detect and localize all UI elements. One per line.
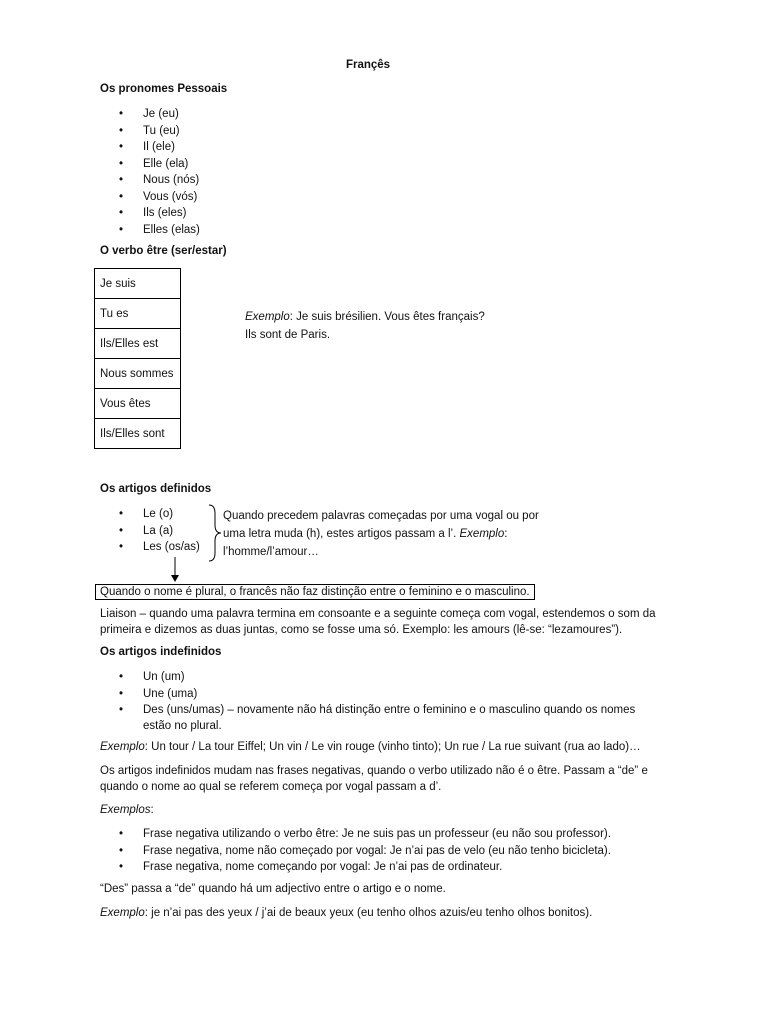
table-cell: Tu es — [95, 299, 181, 329]
list-item: • Nous (nós) — [115, 172, 200, 189]
pronouns-list — [115, 106, 200, 238]
arrow-down-icon — [170, 557, 180, 583]
table-cell: Ils/Elles est — [95, 329, 181, 359]
example-text: : Je suis brésilien. Vous êtes français? — [289, 311, 485, 323]
example-text: : Un tour / La tour Eiffel; Un vin / Le vin rouge (vinho tinto); Un rue / La rue suivant (rua ao lado)… — [144, 741, 641, 753]
examples-heading — [100, 804, 154, 816]
list-item: • Frase negativa, nome não começado por vogal: Je n’ai pas de velo (eu não tenho bicicleta). — [115, 843, 611, 860]
curly-brace-icon — [203, 503, 225, 563]
definite-note-line1: Quando precedem palavras começadas por uma vogal ou por — [223, 510, 539, 522]
etre-example-line1 — [245, 311, 485, 323]
final-example — [100, 907, 592, 919]
example-label: Exemplos — [100, 804, 151, 816]
negative-line2: quando o nome ao qual se referem começa por vogal passam a d’. — [100, 781, 442, 793]
pronouns-heading: Os pronomes Pessoais — [100, 83, 228, 95]
example-text: : je n’ai pas des yeux / j’ai de beaux yeux (eu tenho olhos azuis/eu tenho olhos bonitos). — [144, 907, 593, 919]
definite-list — [115, 506, 200, 556]
definite-note-line2 — [223, 528, 507, 540]
colon: : — [150, 804, 154, 816]
note-text: uma letra muda (h), estes artigos passam a l’. — [223, 528, 460, 540]
list-item: • Les (os/as) — [115, 539, 200, 556]
example-label: Exemplo — [100, 907, 145, 919]
examples-list — [115, 826, 611, 876]
liaison-line1: Liaison – quando uma palavra termina em consoante e a seguinte começa com vogal, estendemos o som da — [100, 608, 656, 620]
list-item: • Je (eu) — [115, 106, 200, 123]
list-item: • Une (uma) — [115, 686, 635, 703]
example-label: Exemplo — [245, 311, 290, 323]
des-note: “Des” passa a “de” quando há um adjectivo entre o artigo e o nome. — [100, 883, 446, 895]
table-cell: Nous sommes — [95, 359, 181, 389]
table-cell: Je suis — [95, 269, 181, 299]
list-item: • Il (ele) — [115, 139, 200, 156]
plural-note-box: Quando o nome é plural, o francês não faz distinção entre o feminino e o masculino. — [95, 584, 535, 600]
note-text: : — [504, 528, 508, 540]
indefinite-heading: Os artigos indefinidos — [100, 646, 222, 658]
example-label: Exemplo — [100, 741, 145, 753]
negative-line1: Os artigos indefinidos mudam nas frases negativas, quando o verbo utilizado não é o être. Passam a “de” e — [100, 765, 648, 777]
etre-example-line2: Ils sont de Paris. — [245, 329, 331, 341]
list-item: • Frase negativa, nome começando por vogal: Je n’ai pas de ordinateur. — [115, 859, 611, 876]
table-cell: Vous êtes — [95, 389, 181, 419]
definite-heading: Os artigos definidos — [100, 483, 212, 495]
list-item: • Vous (vós) — [115, 189, 200, 206]
liaison-line2: primeira e dizemos as duas juntas, como se fosse uma só. Exemplo: les amours (lê-se: “lezamoures”). — [100, 624, 623, 636]
indefinite-example — [100, 741, 641, 753]
list-item: • La (a) — [115, 523, 200, 540]
list-item: • Des (uns/umas) – novamente não há distinção entre o feminino e o masculino quando os nomes — [115, 702, 635, 719]
list-item: • Tu (eu) — [115, 123, 200, 140]
list-item: • Le (o) — [115, 506, 200, 523]
page-title: Françês — [345, 59, 391, 71]
indefinite-list — [115, 669, 635, 719]
indefinite-item3-continuation: estão no plural. — [143, 720, 222, 732]
definite-note-line3: l’homme/l’amour… — [223, 546, 319, 558]
list-item: • Elle (ela) — [115, 156, 200, 173]
list-item: • Elles (elas) — [115, 222, 200, 239]
list-item: • Un (um) — [115, 669, 635, 686]
list-item: • Frase negativa utilizando o verbo être: Je ne suis pas un professeur (eu não sou professor). — [115, 826, 611, 843]
etre-conjugation-table — [94, 268, 181, 449]
table-cell: Ils/Elles sont — [95, 419, 181, 449]
list-item: • Ils (eles) — [115, 205, 200, 222]
example-label: Exemplo — [459, 528, 505, 540]
etre-heading: O verbo être (ser/estar) — [100, 245, 227, 257]
